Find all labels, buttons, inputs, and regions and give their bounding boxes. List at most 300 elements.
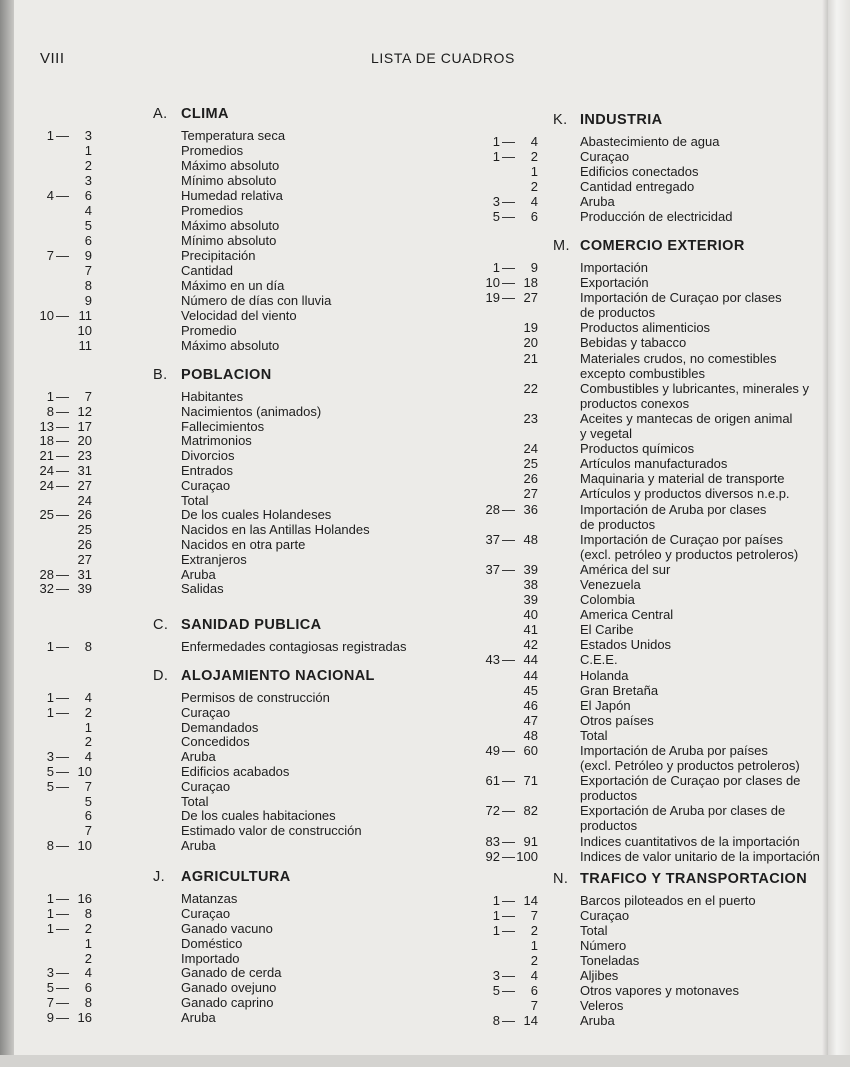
table-number-from: 1 [492, 260, 500, 275]
table-title: de productos [580, 305, 656, 321]
section-letter: A. [153, 106, 168, 122]
table-title: El Caribe [580, 622, 634, 638]
table-title: Humedad relativa [181, 188, 283, 203]
table-title: Productos alimenticios [580, 320, 711, 336]
range-dash: — [56, 1010, 69, 1026]
table-title: Exportación de Aruba por clases de [580, 803, 786, 819]
table-number-from: 5 [492, 209, 500, 224]
table-number: 10 [77, 763, 92, 779]
section-heading [0, 112, 850, 134]
table-title: Curaçao [181, 778, 231, 794]
table-title: Estimado valor de construcción [181, 823, 362, 839]
range-dash: — [502, 848, 515, 864]
table-number-from: 1 [492, 923, 500, 938]
table-title: Curaçao [580, 908, 630, 923]
table-number: 12 [77, 403, 92, 419]
table-number: 45 [523, 682, 538, 698]
table-number: 8 [84, 905, 92, 921]
range-dash: — [502, 531, 515, 547]
table-number: 7 [530, 908, 538, 923]
table-title: Combustibles y lubricantes, minerales y [580, 380, 810, 396]
table-title: Ganado caprino [181, 995, 274, 1011]
table-number: 2 [530, 953, 538, 968]
table-title: Gran Bretaña [580, 682, 659, 698]
table-number-from: 32 [39, 581, 54, 597]
table-entry [0, 275, 850, 290]
section-letter: N. [553, 871, 569, 887]
range-dash: — [502, 149, 515, 164]
table-entry [0, 164, 850, 179]
table-entry [0, 622, 850, 637]
range-dash: — [56, 403, 69, 419]
table-entry [0, 893, 850, 908]
section-letter: B. [153, 367, 168, 383]
section-title: TRAFICO Y TRANSPORTACION [580, 871, 808, 887]
range-dash: — [56, 837, 69, 853]
table-title: Importación de Aruba por clases [580, 501, 767, 517]
table-number: 6 [530, 983, 538, 998]
table-number-from: 1 [492, 893, 500, 908]
table-title: Productos químicos [580, 441, 695, 457]
table-number: 4 [84, 749, 92, 765]
table-number: 1 [530, 164, 538, 179]
table-number: 25 [523, 456, 538, 472]
range-dash: — [502, 893, 515, 908]
table-number: 41 [523, 622, 538, 638]
table-entry [0, 532, 850, 547]
table-number: 82 [523, 803, 538, 819]
table-number: 10 [77, 323, 92, 338]
table-number: 8 [84, 639, 92, 654]
table-number: 9 [84, 248, 92, 263]
table-entry [0, 194, 850, 209]
table-title: Cantidad entregado [580, 179, 695, 194]
table-number: 39 [523, 592, 538, 608]
table-number: 48 [523, 531, 538, 547]
table-entry [0, 743, 850, 758]
table-title: productos conexos [580, 395, 690, 411]
table-number: 16 [77, 1010, 92, 1026]
section-title: POBLACION [181, 367, 272, 383]
table-entry [0, 290, 850, 305]
table-title: Concedidos [181, 734, 250, 750]
section-title: SANIDAD PUBLICA [181, 617, 322, 633]
table-title: Salidas [181, 581, 224, 597]
table-title: Importado [181, 950, 240, 966]
range-dash: — [56, 704, 69, 720]
range-dash: — [56, 188, 69, 203]
table-title: Número [580, 938, 627, 953]
table-number: 31 [77, 566, 92, 582]
range-dash: — [56, 389, 69, 404]
table-title: De los cuales habitaciones [181, 808, 336, 824]
table-title: Nacidos en las Antillas Holandes [181, 522, 370, 538]
table-number-from: 61 [485, 773, 500, 789]
section-title: ALOJAMIENTO NACIONAL [181, 668, 375, 684]
table-title: Demandados [181, 719, 259, 735]
table-number-from: 1 [46, 891, 54, 906]
table-title: Extranjeros [181, 551, 247, 567]
table-number-from: 28 [39, 566, 54, 582]
table-number: 24 [523, 441, 538, 457]
table-number-from: 3 [492, 194, 500, 209]
range-dash: — [56, 308, 69, 323]
range-dash: — [56, 462, 69, 478]
table-number: 5 [84, 218, 92, 233]
table-number: 42 [523, 637, 538, 653]
table-entry [0, 849, 850, 864]
table-entry [0, 426, 850, 441]
range-dash: — [56, 995, 69, 1011]
table-number: 9 [84, 293, 92, 308]
table-title: (excl. petróleo y productos petroleros) [580, 546, 799, 562]
table-title: Promedios [181, 203, 244, 218]
table-number-from: 24 [39, 462, 54, 478]
range-dash: — [502, 1013, 515, 1028]
table-number-from: 49 [485, 743, 500, 758]
table-entry [0, 441, 850, 456]
table-title: Promedio [181, 323, 237, 338]
table-number-from: 25 [39, 507, 54, 523]
table-title: Nacidos en otra parte [181, 536, 306, 552]
range-dash: — [502, 290, 515, 306]
table-number: 23 [77, 448, 92, 464]
table-number-from: 5 [46, 778, 54, 794]
range-dash: — [56, 128, 69, 143]
table-title: Artículos manufacturados [580, 456, 728, 472]
table-number-from: 5 [46, 763, 54, 779]
table-number-from: 1 [492, 149, 500, 164]
table-title: Abastecimiento de agua [580, 134, 720, 149]
table-title: Doméstico [181, 935, 243, 951]
table-entry [0, 547, 850, 562]
range-dash: — [502, 652, 515, 668]
table-number: 20 [523, 335, 538, 351]
table-number: 18 [523, 275, 538, 291]
table-entry [0, 773, 850, 788]
table-number: 14 [523, 893, 538, 908]
table-number: 44 [523, 652, 538, 668]
table-title: Curaçao [181, 704, 231, 720]
table-number-from: 43 [485, 652, 500, 668]
range-dash: — [56, 749, 69, 765]
table-title: Máximo en un día [181, 278, 285, 293]
table-title: Aruba [181, 1010, 216, 1026]
table-entry [0, 935, 850, 953]
table-title: Barcos piloteados en el puerto [580, 893, 756, 908]
table-title: Indices cuantitativos de la importación [580, 833, 800, 849]
table-entry [0, 834, 850, 849]
table-number: 24 [77, 492, 92, 508]
range-dash: — [56, 905, 69, 921]
range-dash: — [56, 965, 69, 981]
table-number: 4 [530, 134, 538, 149]
table-title: Venezuela [580, 576, 641, 592]
table-title: Estados Unidos [580, 637, 672, 653]
table-number: 14 [523, 1013, 538, 1028]
table-number-from: 9 [46, 1010, 54, 1026]
table-title: Colombia [580, 592, 635, 608]
range-dash: — [502, 833, 515, 849]
table-title: Máximo absoluto [181, 218, 280, 233]
table-number: 1 [84, 935, 92, 951]
table-entry [0, 607, 850, 622]
table-number: 1 [84, 143, 92, 158]
table-number: 40 [523, 607, 538, 623]
range-dash: — [502, 803, 515, 819]
table-title: Artículos y productos diversos n.e.p. [580, 486, 790, 502]
table-entry [0, 652, 850, 667]
table-number-from: 1 [46, 704, 54, 720]
table-number: 100 [516, 848, 538, 864]
section-title: AGRICULTURA [181, 869, 291, 885]
range-dash: — [502, 561, 515, 577]
table-title: Matrimonios [181, 433, 252, 449]
table-title: Entrados [181, 462, 234, 478]
table-number: 10 [77, 837, 92, 853]
table-title: Veleros [580, 998, 624, 1013]
page-number: VIII [40, 50, 65, 67]
table-title: Bebidas y tabacco [580, 335, 687, 351]
table-entry [0, 335, 850, 350]
table-title: Total [580, 923, 608, 938]
table-entry [0, 698, 850, 713]
range-dash: — [502, 501, 515, 517]
table-number: 48 [523, 727, 538, 743]
range-dash: — [56, 566, 69, 582]
table-number: 3 [84, 173, 92, 188]
table-number-from: 7 [46, 248, 54, 263]
table-number: 27 [77, 551, 92, 567]
table-number: 11 [78, 338, 92, 353]
section-comercio-exterior [0, 238, 850, 864]
table-entry [0, 983, 850, 998]
table-number: 36 [523, 501, 538, 517]
table-number: 27 [523, 290, 538, 306]
table-entry [0, 905, 850, 923]
range-dash: — [56, 639, 69, 654]
table-title: Máximo absoluto [181, 158, 280, 173]
table-number: 2 [530, 179, 538, 194]
table-number-from: 19 [485, 290, 500, 306]
table-number: 2 [530, 149, 538, 164]
table-number-from: 24 [39, 477, 54, 493]
table-number-from: 1 [492, 908, 500, 923]
table-title: Aruba [181, 566, 216, 582]
table-entry [0, 134, 850, 149]
table-number: 31 [77, 462, 92, 478]
table-title: Número de días con lluvia [181, 293, 332, 308]
table-entry [0, 260, 850, 275]
table-entry [0, 668, 850, 683]
table-entry [0, 950, 850, 968]
table-number-from: 1 [46, 128, 54, 143]
table-title: Importación de Aruba por países [580, 743, 768, 758]
table-entry [0, 305, 850, 320]
table-number: 6 [84, 980, 92, 996]
table-title: Curaçao [181, 477, 231, 493]
section-letter: M. [553, 238, 570, 254]
range-dash: — [502, 275, 515, 291]
table-title: Total [181, 793, 209, 809]
table-number: 2 [84, 920, 92, 936]
table-number-from: 7 [46, 995, 54, 1011]
table-number: 4 [84, 690, 92, 705]
table-number: 8 [84, 278, 92, 293]
table-number: 91 [523, 833, 538, 849]
table-title: Curaçao [580, 149, 630, 164]
section-letter: C. [153, 617, 169, 633]
range-dash: — [56, 433, 69, 449]
table-title: Materiales crudos, no comestibles [580, 350, 777, 366]
table-number: 46 [523, 697, 538, 713]
table-number-from: 21 [39, 448, 54, 464]
table-title: productos [580, 818, 638, 834]
table-entry [0, 758, 850, 773]
table-number-from: 72 [485, 803, 500, 819]
table-entry [0, 713, 850, 728]
table-entry [0, 471, 850, 486]
section-letter: D. [153, 668, 169, 684]
table-number-from: 1 [46, 905, 54, 921]
table-title: Promedios [181, 143, 244, 158]
table-number: 4 [530, 194, 538, 209]
table-entry [0, 456, 850, 471]
range-dash: — [502, 260, 515, 275]
table-title: Curaçao [181, 905, 231, 921]
table-number: 7 [84, 389, 92, 404]
table-title: Aruba [181, 749, 216, 765]
table-number: 4 [84, 965, 92, 981]
section-heading [0, 871, 850, 893]
table-title: Indices de valor unitario de la importación [580, 848, 820, 864]
table-title: Máximo absoluto [181, 338, 280, 353]
table-entry [0, 149, 850, 164]
table-entry [0, 998, 850, 1013]
table-entry [0, 577, 850, 592]
table-entry [0, 486, 850, 501]
table-number: 21 [523, 350, 538, 366]
range-dash: — [56, 763, 69, 779]
table-number-from: 18 [39, 433, 54, 449]
table-number: 6 [530, 209, 538, 224]
range-dash: — [56, 477, 69, 493]
table-title: Holanda [580, 667, 629, 683]
table-entry [0, 920, 850, 938]
range-dash: — [502, 194, 515, 209]
range-dash: — [502, 209, 515, 224]
table-title: Matanzas [181, 891, 238, 906]
range-dash: — [502, 743, 515, 758]
table-title: Mínimo absoluto [181, 233, 277, 248]
table-title: Habitantes [181, 389, 244, 404]
table-number-from: 1 [46, 389, 54, 404]
table-entry [0, 179, 850, 194]
table-number: 1 [84, 719, 92, 735]
section-letter: K. [553, 112, 568, 128]
table-title: Edificios conectados [580, 164, 699, 179]
table-entry [0, 351, 850, 366]
range-dash: — [56, 920, 69, 936]
table-number: 71 [523, 773, 538, 789]
table-entry [0, 502, 850, 517]
table-title: Aljibes [580, 968, 619, 983]
range-dash: — [56, 891, 69, 906]
table-number-from: 3 [46, 965, 54, 981]
table-number: 6 [84, 188, 92, 203]
table-title: Temperatura seca [181, 128, 286, 143]
range-dash: — [502, 773, 515, 789]
table-number: 6 [84, 808, 92, 824]
table-title: Aruba [580, 1013, 615, 1028]
range-dash: — [56, 581, 69, 597]
table-number: 3 [84, 128, 92, 143]
table-title: Toneladas [580, 953, 640, 968]
table-number-from: 3 [46, 749, 54, 765]
table-number-from: 92 [485, 848, 500, 864]
range-dash: — [502, 968, 515, 983]
table-number: 11 [78, 308, 92, 323]
table-title: de productos [580, 516, 656, 532]
table-title: Ganado ovejuno [181, 980, 277, 996]
table-number: 1 [530, 938, 538, 953]
range-dash: — [56, 448, 69, 464]
table-number: 60 [523, 743, 538, 758]
range-dash: — [502, 923, 515, 938]
table-number: 16 [77, 891, 92, 906]
table-number-from: 8 [492, 1013, 500, 1028]
table-number-from: 1 [46, 639, 54, 654]
range-dash: — [502, 134, 515, 149]
table-title: productos [580, 788, 638, 804]
table-title: excepto combustibles [580, 365, 706, 381]
table-title: Exportación [580, 275, 649, 291]
table-number: 39 [77, 581, 92, 597]
table-number: 4 [530, 968, 538, 983]
page-title: LISTA DE CUADROS [371, 50, 515, 66]
table-number-from: 5 [492, 983, 500, 998]
table-entry [0, 803, 850, 818]
table-title: Aceites y mantecas de origen animal [580, 410, 793, 426]
table-number-from: 83 [485, 833, 500, 849]
table-entry [0, 788, 850, 803]
table-number: 7 [84, 823, 92, 839]
table-entry [0, 209, 850, 224]
table-number: 44 [523, 667, 538, 683]
table-entry [0, 1013, 850, 1028]
table-title: Total [580, 727, 608, 743]
table-number: 6 [84, 233, 92, 248]
table-number: 2 [84, 158, 92, 173]
table-number: 23 [523, 410, 538, 426]
table-title: Importación [580, 260, 648, 275]
table-title: Enfermedades contagiosas registradas [181, 639, 407, 654]
table-title: Fallecimientos [181, 418, 265, 434]
section-heading [0, 238, 850, 260]
table-number: 39 [523, 561, 538, 577]
table-number: 8 [84, 995, 92, 1011]
table-number: 25 [77, 522, 92, 538]
table-number-from: 13 [39, 418, 54, 434]
table-entry [0, 517, 850, 532]
table-number-from: 5 [46, 980, 54, 996]
table-title: America Central [580, 607, 674, 623]
table-title: Divorcios [181, 448, 235, 464]
table-entry [0, 968, 850, 983]
table-title: Total [181, 492, 209, 508]
table-entry [0, 562, 850, 577]
table-title: Importación de Curaçao por clases [580, 290, 782, 306]
